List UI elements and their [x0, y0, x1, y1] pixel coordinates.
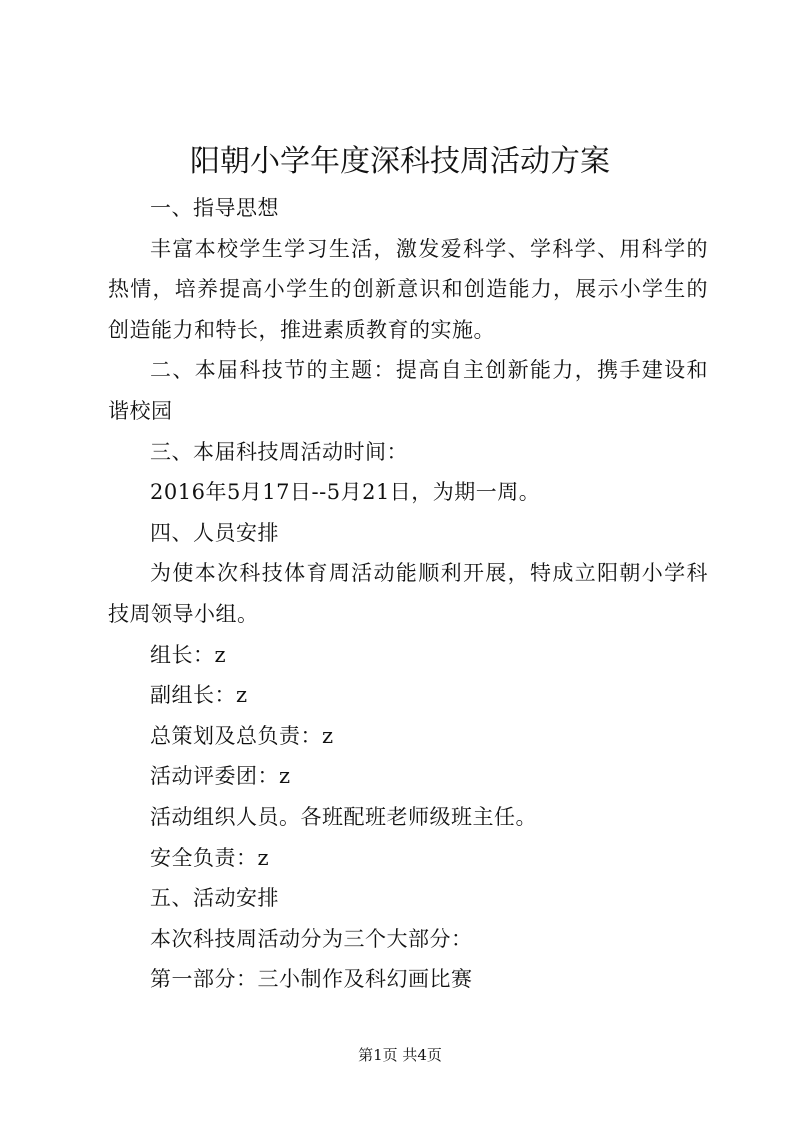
- section-heading: 三、本届科技周活动时间：: [150, 439, 408, 464]
- document-body: [108, 188, 708, 1000]
- document-title: 阳朝小学年度深科技周活动方案: [190, 144, 610, 179]
- section-heading: 四、人员安排: [150, 520, 279, 545]
- paragraph: 丰富本校学生学习生活，激发爱科学、学科学、用科学的热情，培养提高小学生的创新意识和创造能力，展示小学生的创造能力和特长，推进素质教育的实施。: [108, 236, 708, 342]
- section-heading: 二、本届科技节的主题：提高自主创新能力，携手建设和谐校园: [108, 358, 708, 423]
- list-item: 活动组织人员。各班配班老师级班主任。: [150, 804, 537, 829]
- list-item: 安全负责：z: [150, 845, 270, 870]
- list-item: 总策划及总负责：z: [150, 723, 334, 748]
- paragraph: 第一部分：三小制作及科幻画比赛: [150, 967, 473, 992]
- list-item: 组长：z: [150, 642, 227, 667]
- paragraph: 本次科技周活动分为三个大部分：: [150, 926, 473, 951]
- paragraph: 为使本次科技体育周活动能顺利开展，特成立阳朝小学科技周领导小组。: [108, 561, 708, 626]
- list-item: 副组长：z: [150, 683, 248, 708]
- list-item: 活动评委团：z: [150, 764, 291, 789]
- paragraph: 2016年5月17日--5月21日，为期一周。: [150, 480, 541, 505]
- section-heading: 一、指导思想: [150, 196, 279, 220]
- section-heading: 五、活动安排: [150, 886, 279, 911]
- page-number: 第1页 共4页: [358, 1046, 442, 1064]
